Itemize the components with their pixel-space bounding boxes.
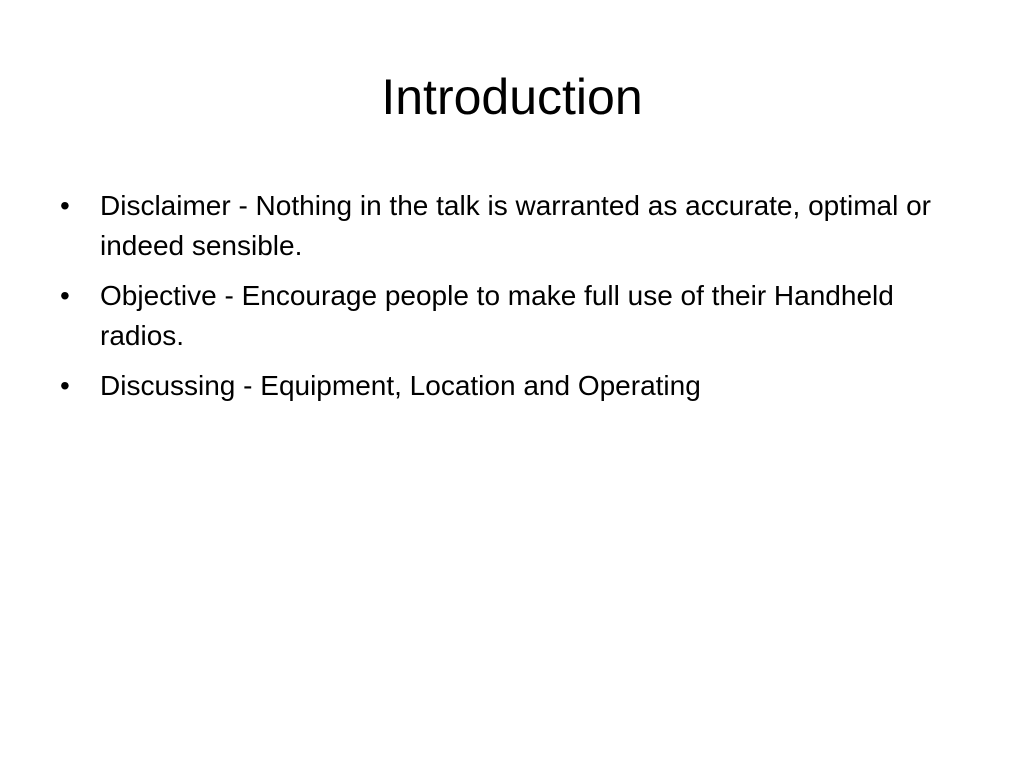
bullet-item-discussing — [60, 366, 970, 406]
bullet-item-objective — [60, 276, 970, 356]
bullet-marker: • — [60, 280, 70, 311]
bullet-text: Objective - Encourage people to make full use of their Handheld radios. — [100, 280, 894, 351]
bullet-text: Disclaimer - Nothing in the talk is warranted as accurate, optimal or indeed sensible. — [100, 190, 932, 261]
bullet-text: Discussing - Equipment, Location and Operating — [100, 370, 701, 401]
bullet-marker: • — [60, 370, 70, 401]
bullet-list — [60, 186, 970, 416]
slide-title: Introduction — [381, 69, 643, 125]
bullet-marker: • — [60, 190, 70, 221]
bullet-item-disclaimer — [60, 186, 970, 266]
